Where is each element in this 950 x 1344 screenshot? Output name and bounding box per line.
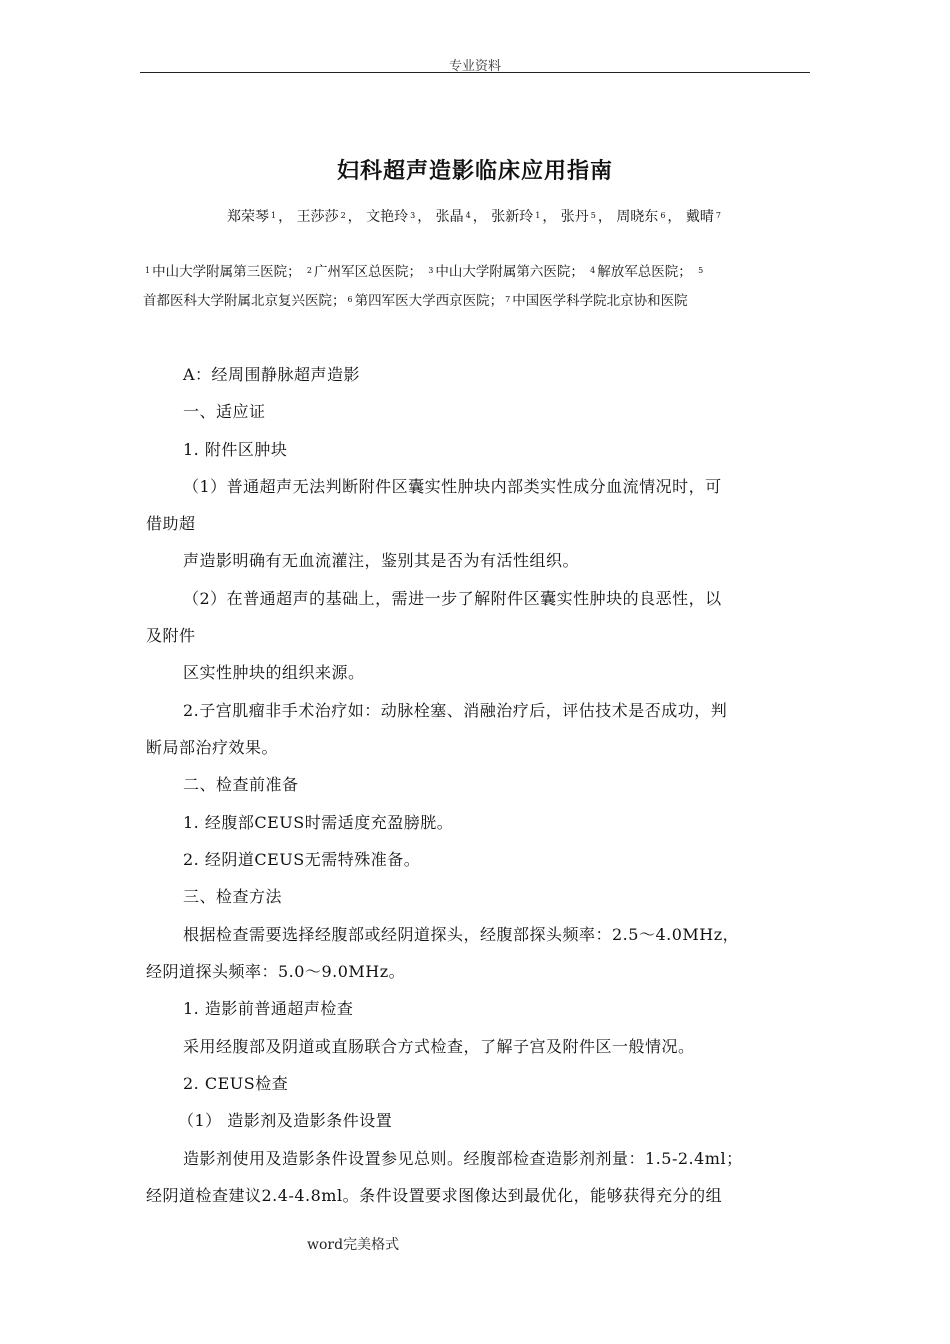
section-heading: 二、检查前准备 xyxy=(183,775,299,794)
author-affil-mark: 6 xyxy=(660,211,666,220)
list-item: 1. 经腹部CEUS时需适度充盈膀胱。 xyxy=(183,813,454,832)
author-name: 文艳玲 xyxy=(366,209,409,225)
document-title: 妇科超声造影临床应用指南 xyxy=(336,159,613,184)
list-item: （1） 造影剂及造影条件设置 xyxy=(178,1111,393,1130)
author-name: 张丹 xyxy=(560,209,589,225)
affil-mark: 1 xyxy=(145,266,151,275)
affiliation-line xyxy=(143,260,813,280)
author-sep: ， xyxy=(597,209,612,225)
author-name: 王莎莎 xyxy=(296,209,339,225)
author-sep: ， xyxy=(472,209,487,225)
author-affil-mark: 3 xyxy=(410,211,416,220)
paragraph-line: 及附件 xyxy=(146,626,196,645)
author-sep: ， xyxy=(278,209,293,225)
paragraph-line: 经阴道检查建议2.4-4.8ml。条件设置要求图像达到最优化，能够获得充分的组 xyxy=(146,1186,723,1205)
author-affil-mark: 5 xyxy=(590,211,596,220)
paragraph-line: 断局部治疗效果。 xyxy=(146,738,279,757)
header-rule xyxy=(140,72,810,73)
author-affil-mark: 1 xyxy=(535,211,541,220)
author-affil-mark: 1 xyxy=(271,211,277,220)
author-name: 郑荣琴 xyxy=(227,209,270,225)
affil-mark: 6 xyxy=(347,295,353,304)
list-item: 2. CEUS检查 xyxy=(183,1074,289,1093)
affil-mark: 4 xyxy=(590,266,596,275)
affil-text: 首都医科大学附属北京复兴医院； xyxy=(143,293,346,309)
paragraph-line: （2）在普通超声的基础上，需进一步了解附件区囊实性肿块的良恶性，以 xyxy=(183,589,722,608)
author-affil-mark: 4 xyxy=(465,211,471,220)
paragraph-line: 采用经腹部及阴道或直肠联合方式检查，了解子宫及附件区一般情况。 xyxy=(183,1037,695,1056)
author-sep: ， xyxy=(347,209,362,225)
author-list xyxy=(0,206,950,226)
author-affil-mark: 7 xyxy=(715,211,721,220)
affil-mark: 5 xyxy=(698,266,704,275)
author-name: 张晶 xyxy=(435,209,464,225)
author-affil-mark: 2 xyxy=(340,211,346,220)
section-heading: 一、适应证 xyxy=(183,402,266,421)
header-text: 专业资料 xyxy=(448,59,501,74)
affil-text: 中国医学科学院北京协和医院 xyxy=(512,293,688,309)
paragraph-line: 经阴道探头频率：5.0～9.0MHz。 xyxy=(146,962,406,981)
paragraph-line: 借助超 xyxy=(146,514,196,533)
affil-mark: 2 xyxy=(306,266,312,275)
author-sep: ， xyxy=(417,209,432,225)
affil-text: 解放军总医院； xyxy=(597,264,692,280)
author-sep: ， xyxy=(667,209,682,225)
affil-mark: 7 xyxy=(505,295,511,304)
affil-mark: 3 xyxy=(428,266,434,275)
paragraph-line: （1）普通超声无法判断附件区囊实性肿块内部类实性成分血流情况时，可 xyxy=(183,477,722,496)
author-sep: ， xyxy=(542,209,557,225)
list-item: 1. 造影前普通超声检查 xyxy=(183,999,354,1018)
author-name: 张新玲 xyxy=(491,209,534,225)
paragraph-line: 2.子宫肌瘤非手术治疗如：动脉栓塞、消融治疗后，评估技术是否成功，判 xyxy=(183,701,728,720)
list-item: 2. 经阴道CEUS无需特殊准备。 xyxy=(183,850,421,869)
affil-text: 广州军区总医院； xyxy=(313,264,422,280)
paragraph-line: 根据检查需要选择经腹部或经阴道探头，经腹部探头频率：2.5～4.0MHz， xyxy=(183,925,740,944)
list-item: 1. 附件区肿块 xyxy=(183,440,288,459)
section-heading: 三、检查方法 xyxy=(183,887,283,906)
author-name: 周晓东 xyxy=(616,209,659,225)
author-name: 戴晴 xyxy=(685,209,714,225)
paragraph-line: 造影剂使用及造影条件设置参见总则。经腹部检查造影剂剂量：1.5-2.4ml； xyxy=(183,1149,743,1168)
section-heading: A：经周围静脉超声造影 xyxy=(183,365,361,384)
paragraph-line: 区实性肿块的组织来源。 xyxy=(183,663,365,682)
affil-text: 中山大学附属第六医院； xyxy=(435,264,584,280)
page-footer: word完美格式 xyxy=(307,1237,400,1253)
paragraph-line: 声造影明确有无血流灌注，鉴别其是否为有活性组织。 xyxy=(183,551,580,570)
affil-text: 第四军医大学西京医院； xyxy=(354,293,504,309)
affil-text: 中山大学附属第三医院； xyxy=(152,264,301,280)
affiliation-line xyxy=(143,289,813,309)
